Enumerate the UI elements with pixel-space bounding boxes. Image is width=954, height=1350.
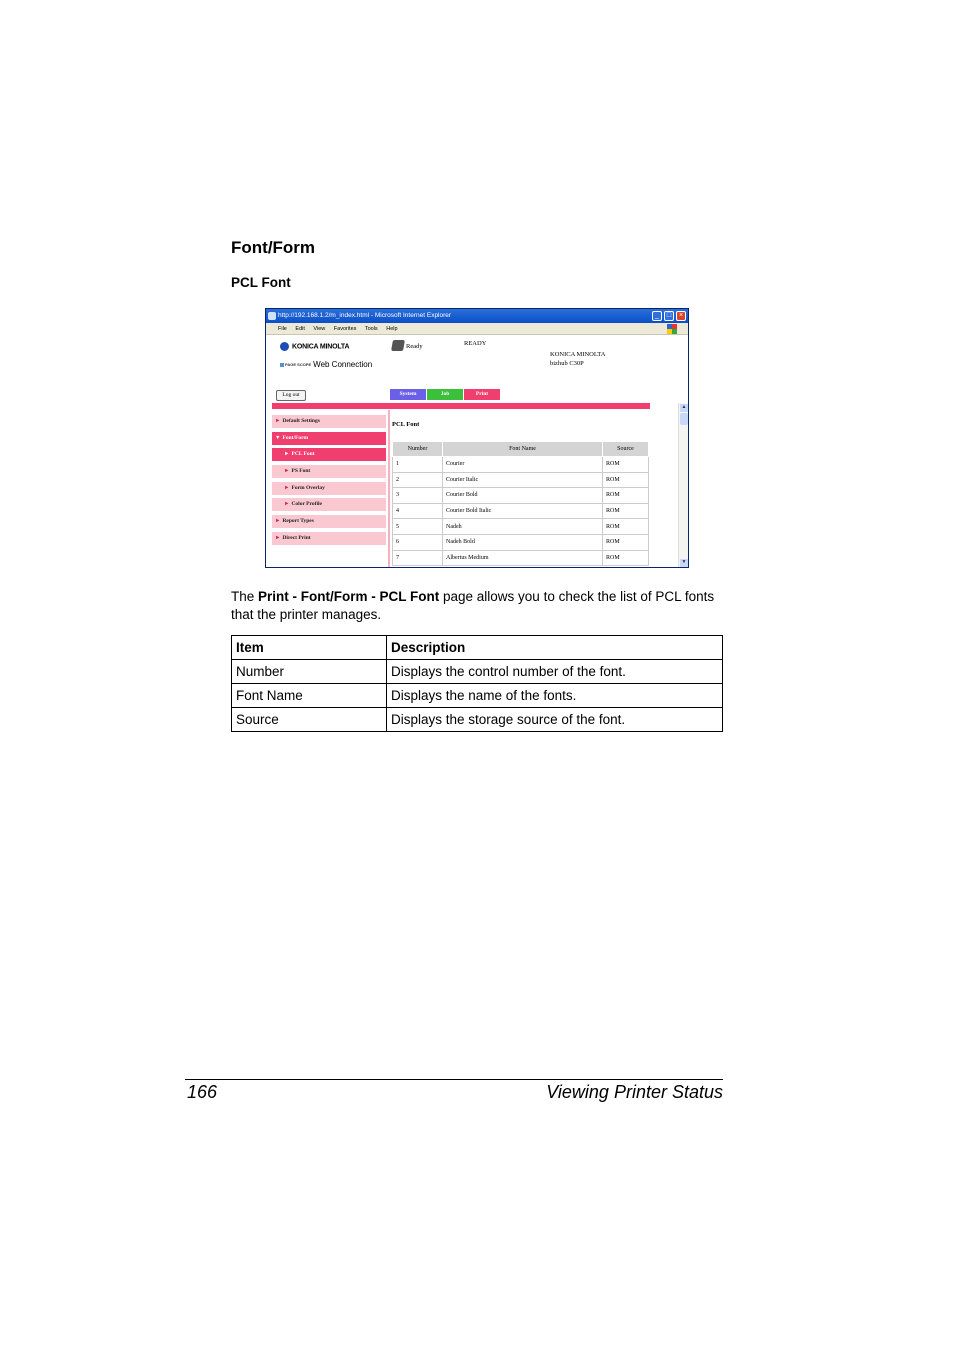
table-cell: Albertus Medium [443,550,603,566]
menu-file[interactable]: File [278,326,287,332]
sidebar-item-label: Default Settings [282,418,320,424]
footer-rule [185,1079,723,1080]
maximize-icon[interactable]: □ [664,311,674,321]
window-title: http://192.168.1.2/m_index.html - Microsoft Internet Explorer [278,312,452,319]
arrow-icon: ► [284,484,290,491]
arrow-icon: ► [275,518,281,525]
col-font-name: Font Name [443,442,603,457]
item-cell: Number [232,660,387,684]
sidebar-item-font-form[interactable] [272,432,386,445]
arrow-icon: ▼ [275,434,281,441]
tab-print[interactable]: Print [464,389,500,400]
table-cell: 1 [393,457,443,473]
sidebar-item-label: PCL Font [291,451,315,458]
intro-paragraph: The Print - Font/Form - PCL Font page allows you to check the list of PCL fonts that the printer manages. [231,589,715,622]
scroll-thumb[interactable] [680,413,688,425]
description-cell: Displays the control number of the font. [387,660,723,684]
sidebar-item-label: Direct Print [282,534,311,541]
menu-tools[interactable]: Tools [364,326,378,332]
table-row [393,488,649,504]
table-cell: Courier Bold [443,488,603,504]
pane-divider [388,410,390,568]
table-cell: 5 [393,519,443,535]
table-cell: Nadeh Bold [443,534,603,550]
table-row [393,534,649,550]
pagescope-mark: PAGE SCOPE [280,363,311,367]
arrow-icon: ► [284,451,290,458]
table-cell: 4 [393,503,443,519]
subsection-title: PCL Font [231,275,291,290]
sidebar-item-label: Font/Form [282,434,309,441]
status-label: Ready [406,343,423,350]
table-cell: 7 [393,550,443,566]
table-cell: ROM [603,519,649,535]
col-number: Number [393,442,443,457]
sidebar-item-label: Color Profile [291,501,322,508]
table-row [232,660,723,684]
table-row [393,519,649,535]
description-cell: Displays the storage source of the font. [387,708,723,732]
pagescope-logo: PAGE SCOPE Web Connection [280,360,372,369]
table-cell: Nadeh [443,519,603,535]
item-cell: Font Name [232,684,387,708]
table-row [232,708,723,732]
description-table [231,635,723,732]
table-row [393,550,649,566]
menu-edit[interactable]: Edit [295,326,305,332]
browser-screenshot [265,308,689,568]
table-cell: 3 [393,488,443,504]
table-cell: Courier Bold Italic [443,503,603,519]
menu-favorites[interactable]: Favorites [333,326,357,332]
header-divider [272,403,650,409]
menu-view[interactable]: View [313,326,326,332]
sidebar-item-label: PS Font [291,468,311,475]
windows-logo-icon [667,324,677,334]
sidebar-item-report-types[interactable] [272,515,386,528]
tab-system[interactable]: System [390,389,426,400]
printer-model: bizhub C30P [550,360,584,367]
item-cell: Source [232,708,387,732]
table-cell: ROM [603,503,649,519]
page-number: 166 [187,1082,218,1102]
sidebar-item-color-profile[interactable] [272,498,386,511]
footer-title: Viewing Printer Status [546,1082,723,1102]
section-title: Font/Form [231,238,316,257]
sidebar-item-ps-font[interactable] [272,465,386,478]
menu-bar [266,323,688,335]
table-row [393,457,649,473]
table-cell: Courier [443,457,603,473]
scroll-up-icon[interactable]: ▲ [681,405,687,410]
arrow-icon: ► [284,501,290,508]
menu-help[interactable]: Help [386,326,398,332]
table-cell: ROM [603,550,649,566]
arrow-icon: ► [275,418,281,424]
sidebar-item-default-settings[interactable] [272,415,386,428]
close-icon[interactable]: × [676,311,686,321]
logout-button[interactable]: Log out [276,390,306,401]
pane-title: PCL Font [392,421,420,428]
scroll-down-icon[interactable]: ▼ [681,560,687,565]
globe-icon [280,342,289,351]
sidebar-item-pcl-font[interactable] [272,448,386,461]
web-page [266,336,688,568]
minimize-icon[interactable]: _ [652,311,662,321]
col-item: Item [232,636,387,660]
table-cell: Courier Italic [443,472,603,488]
table-cell: ROM [603,457,649,473]
arrow-icon: ► [284,468,290,475]
table-cell: 2 [393,472,443,488]
table-row [393,503,649,519]
sidebar-item-label: Report Types [282,518,314,525]
col-description: Description [387,636,723,660]
table-row [393,472,649,488]
pcl-font-table [392,441,649,566]
printer-maker: KONICA MINOLTA [550,351,606,358]
konica-minolta-logo: KONICA MINOLTA [280,342,349,351]
table-row [232,684,723,708]
sidebar-item-form-overlay[interactable] [272,482,386,495]
window-titlebar [266,309,688,323]
sidebar-item-label: Form Overlay [291,484,325,491]
ie-icon [268,312,276,320]
tab-job[interactable]: Job [427,389,463,400]
table-cell: ROM [603,534,649,550]
side-menu [272,415,386,549]
table-cell: ROM [603,488,649,504]
sidebar-item-direct-print[interactable] [272,532,386,545]
table-cell: 6 [393,534,443,550]
arrow-icon: ► [275,534,281,541]
status-value: READY [464,340,487,347]
vertical-scrollbar[interactable] [678,403,688,568]
printer-icon [391,340,405,351]
col-source: Source [603,442,649,457]
table-cell: ROM [603,472,649,488]
description-cell: Displays the name of the fonts. [387,684,723,708]
